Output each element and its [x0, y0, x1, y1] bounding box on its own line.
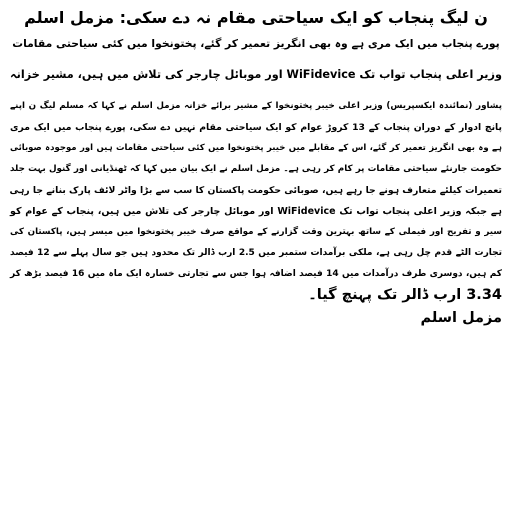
body-line: 3.34 ارب ڈالر تک پہنچ گیا۔: [308, 287, 502, 303]
body-line: ہے جبکہ وزیر اعلی پنجاب تواب تک WiFidevice اور موبائل چارجر کی تلاش میں ہیں، پنجاب کے عوام کو: [10, 206, 502, 217]
body-line: پشاور (نمائندہ ایکسپریس) وزیر اعلی خیبر پختونخوا کے مشیر برائے خزانہ مزمل اسلم نے کہا کہ مسلم لیگ ن اپنے: [10, 101, 502, 111]
article-body: [10, 96, 502, 306]
body-line: حکومت جارنئے سیاحتی مقامات پر کام کر رہی ہے۔ مزمل اسلم نے ایک بیان میں کہا کہ ٹھنڈیانی اور گنول بہت جلد: [10, 164, 502, 174]
body-line: تجارت الٹے قدم چل رہی ہے، ملکی برآمدات ستمبر میں 2.5 ارب ڈالر تک محدود ہیں جو سال پہلے سے 12 فیصد: [10, 248, 502, 258]
article-headline: ن لیگ پنجاب کو ایک سیاحتی مقام نہ دے سکی: مزمل اسلم: [24, 8, 488, 27]
body-line: پانچ ادوار کے دوران پنجاب کے 13 کروڑ عوام کو ایک سیاحتی مقام نہیں دے سکی، پورے پنجاب میں ایک مری: [10, 122, 502, 133]
subheadline: وزیر اعلی پنجاب تواب تک WiFidevice اور موبائل چارجر کی تلاش میں ہیں، مشیر خزانہ: [10, 68, 502, 81]
body-line: تعمیرات کیلئے متعارف ہونے جا رہے ہیں، صوبائی حکومت پاکستان کا سب سے بڑا واٹر لائف پارک بنانے جا رہی: [9, 185, 502, 196]
body-line: کم ہیں، دوسری طرف درآمدات میں 14 فیصد اضافہ ہوا جس سے تجارتی خسارہ ایک ماہ میں 16 فیصد بڑھ کر: [10, 269, 502, 279]
article-author: مزمل اسلم: [420, 310, 502, 326]
body-line: سیر و تفریح اور فیملی کے ساتھ بہترین وقت گزارنے کے مواقع صرف خیبر پختونخوا میں میسر ہیں، پاکستان کی: [10, 227, 502, 237]
article-subheadlines: [10, 34, 502, 84]
subheadline: پورے پنجاب میں ایک مری ہے وہ بھی انگریز تعمیر کر گئے، پختونخوا میں کئی سیاحتی مقامات: [12, 37, 500, 50]
body-line: ہے وہ بھی انگریز تعمیر کر گئے، اس کے مقابلے میں خیبر پختونخوا میں کئی سیاحتی مقامات ہیں اور موجودہ صوبائی: [10, 143, 502, 153]
